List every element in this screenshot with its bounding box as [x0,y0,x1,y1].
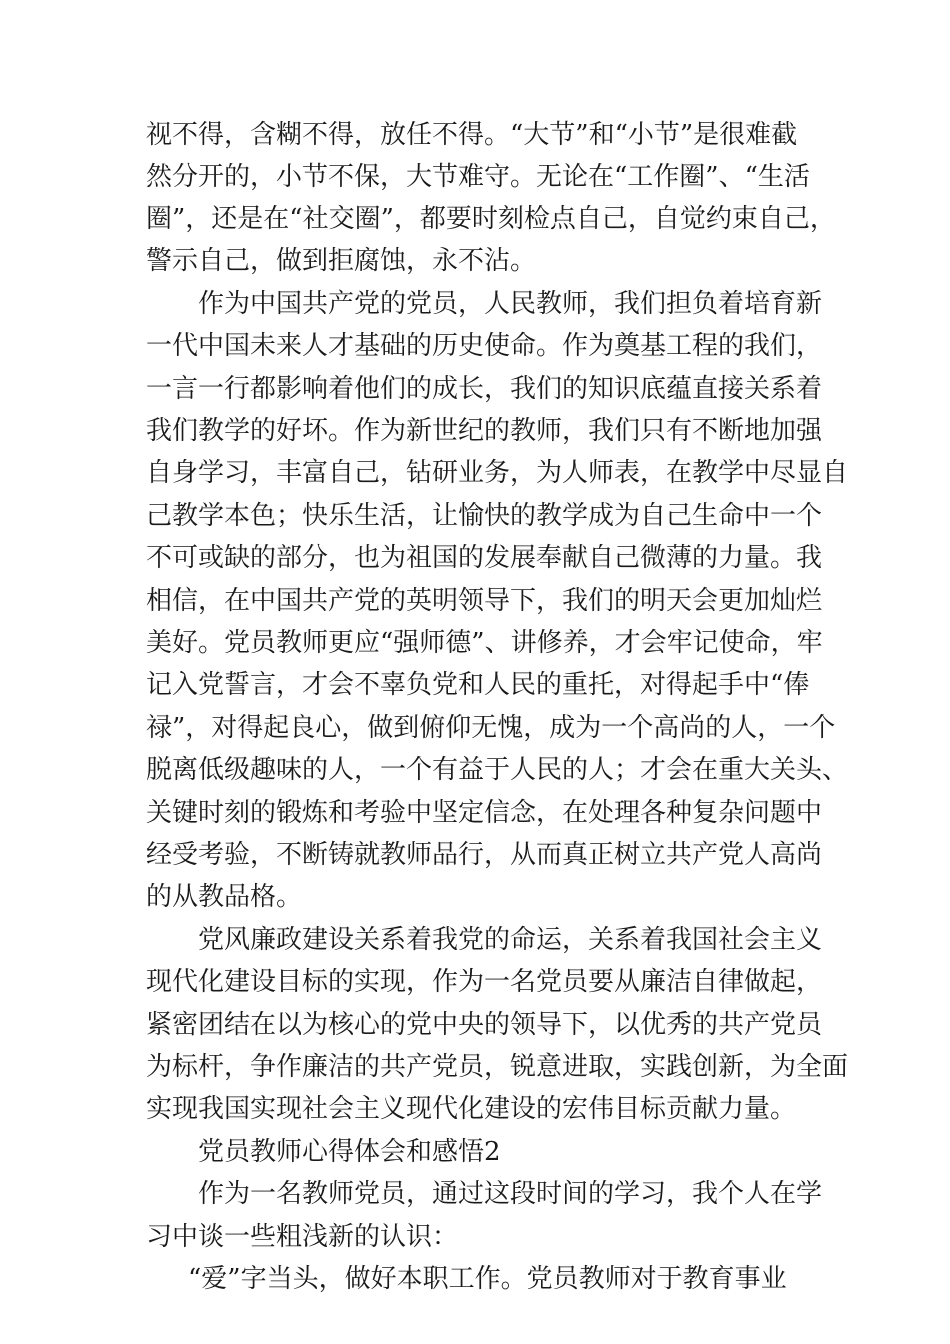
text-line: 警示自己，做到拒腐蚀，永不沾。 [146,246,537,276]
text-line: 美好。党员教师更应“强师德”、讲修养，才会牢记使命，牢 [146,628,823,658]
text-line: 现代化建设目标的实现，作为一名党员要从廉洁自律做起， [146,967,823,997]
text-line: 禄”，对得起良心，做到俯仰无愧，成为一个高尚的人，一个 [146,713,836,743]
text-line: 不可或缺的部分，也为祖国的发展奉献自己微薄的力量。我 [146,543,823,573]
text-line: 记入党誓言，才会不辜负党和人民的重托，对得起手中“俸 [146,670,810,700]
text-line: 一言一行都影响着他们的成长，我们的知识底蕴直接关系着 [146,374,823,404]
text-line: 习中谈一些粗浅新的认识： [146,1222,459,1252]
text-line: 一代中国未来人才基础的历史使命。作为奠基工程的我们， [146,331,823,361]
text-line: 的从教品格。 [146,882,303,912]
text-line: 我们教学的好坏。作为新世纪的教师，我们只有不断地加强 [146,416,823,446]
text-line: 圈”，还是在“社交圈”，都要时刻检点自己，自觉约束自己， [146,204,836,234]
text-line: 然分开的，小节不保，大节难守。无论在“工作圈”、“生活 [146,162,810,192]
text-line: 经受考验，不断铸就教师品行，从而真正树立共产党人高尚 [146,840,823,870]
text-line: 脱离低级趣味的人，一个有益于人民的人；才会在重大关头、 [146,755,849,785]
text-line: 己教学本色；快乐生活，让愉快的教学成为自己生命中一个 [146,501,823,531]
paragraph-start-line: 作为一名教师党员，通过这段时间的学习，我个人在学 [198,1179,823,1209]
paragraph-start-line: 作为中国共产党的党员，人民教师，我们担负着培育新 [198,289,823,319]
text-line: 紧密团结在以为核心的党中央的领导下，以优秀的共产党员 [146,1010,823,1040]
text-line: 关键时刻的锻炼和考验中坚定信念，在处理各种复杂问题中 [146,798,823,828]
section-heading: 党员教师心得体会和感悟2 [198,1137,501,1167]
text-line: 实现我国实现社会主义现代化建设的宏伟目标贡献力量。 [146,1094,797,1124]
text-line: 自身学习，丰富自己，钻研业务，为人师表，在教学中尽显自 [146,458,849,488]
paragraph-start-line: “爱”字当头，做好本职工作。党员教师对于教育事业 [188,1264,787,1294]
paragraph-start-line: 党风廉政建设关系着我党的命运，关系着我国社会主义 [198,925,823,955]
text-line: 相信，在中国共产党的英明领导下，我们的明天会更加灿烂 [146,586,823,616]
text-line: 为标杆，争作廉洁的共产党员，锐意进取，实践创新，为全面 [146,1052,849,1082]
text-line: 视不得，含糊不得，放任不得。“大节”和“小节”是很难截 [146,120,798,150]
